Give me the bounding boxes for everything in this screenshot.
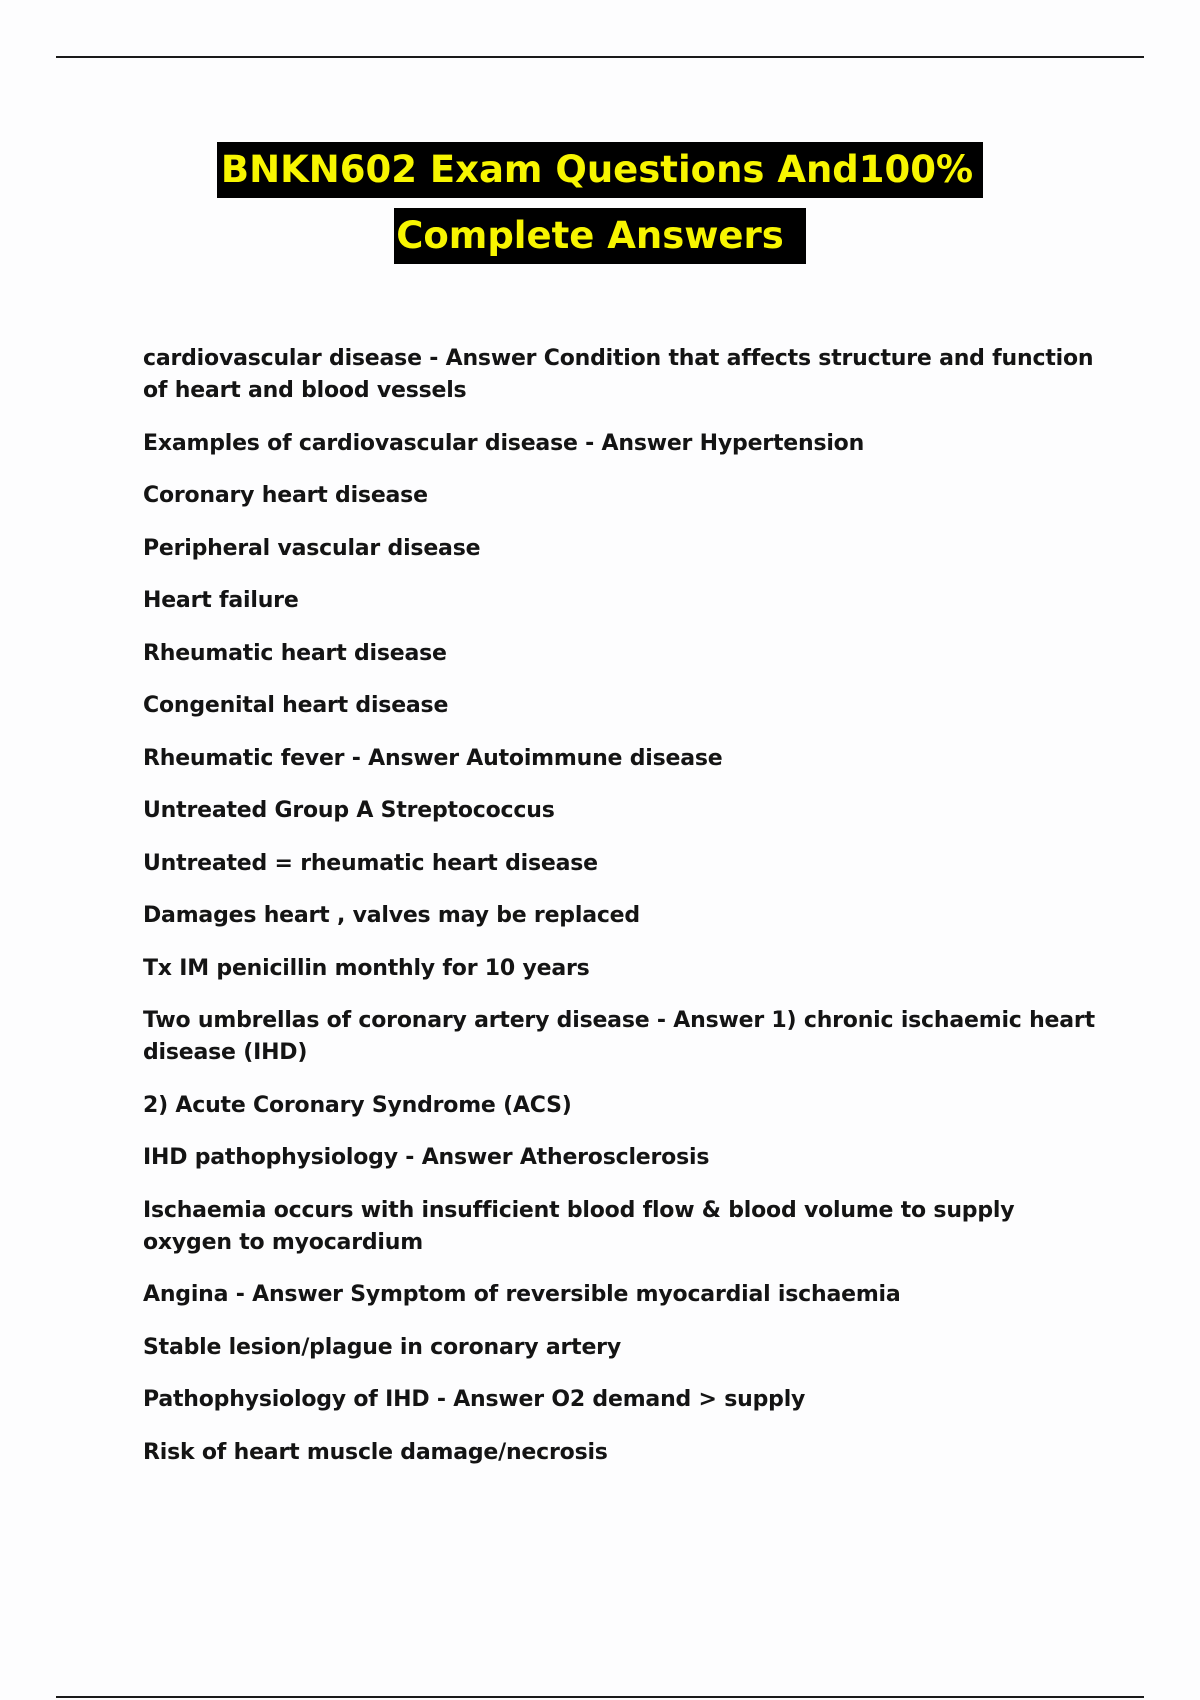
list-item: Pathophysiology of IHD - Answer O2 demand > supply [143,1387,806,1412]
list-item: Examples of cardiovascular disease - Answer Hypertension [143,430,865,456]
title-line-2: Complete Answers [394,208,806,264]
list-item: Congenital heart disease [143,693,449,718]
list-item: Rheumatic heart disease [143,640,447,666]
document-title [0,142,1200,264]
list-item: Untreated Group A Streptococcus [143,798,555,823]
list-item: Ischaemia occurs with insufficient blood flow & blood volume to supply oxygen to myocardium [143,1197,1015,1255]
list-item: IHD pathophysiology - Answer Atherosclerosis [143,1145,710,1170]
list-item: Tx IM penicillin monthly for 10 years [143,955,590,981]
list-item: Coronary heart disease [143,483,428,508]
list-item: Untreated = rheumatic heart disease [143,850,598,876]
list-item: Rheumatic fever - Answer Autoimmune disease [143,745,723,771]
list-item: cardiovascular disease - Answer Condition that affects structure and function of heart and blood vessels [143,346,1094,403]
list-item: 2) Acute Coronary Syndrome (ACS) [143,1092,572,1118]
title-line-1: BNKN602 Exam Questions And100% [217,142,983,198]
list-item: Stable lesion/plague in coronary artery [143,1334,621,1360]
list-item: Angina - Answer Symptom of reversible myocardial ischaemia [143,1282,901,1307]
list-item: Damages heart , valves may be replaced [143,903,640,928]
list-item: Risk of heart muscle damage/necrosis [143,1439,608,1465]
list-item: Peripheral vascular disease [143,535,481,561]
top-divider [56,56,1144,58]
bottom-divider [56,1696,1144,1698]
list-item: Two umbrellas of coronary artery disease - Answer 1) chronic ischaemic heart disease (IHD) [143,1008,1095,1065]
list-item: Heart failure [143,588,299,613]
qa-list [143,343,1103,1489]
